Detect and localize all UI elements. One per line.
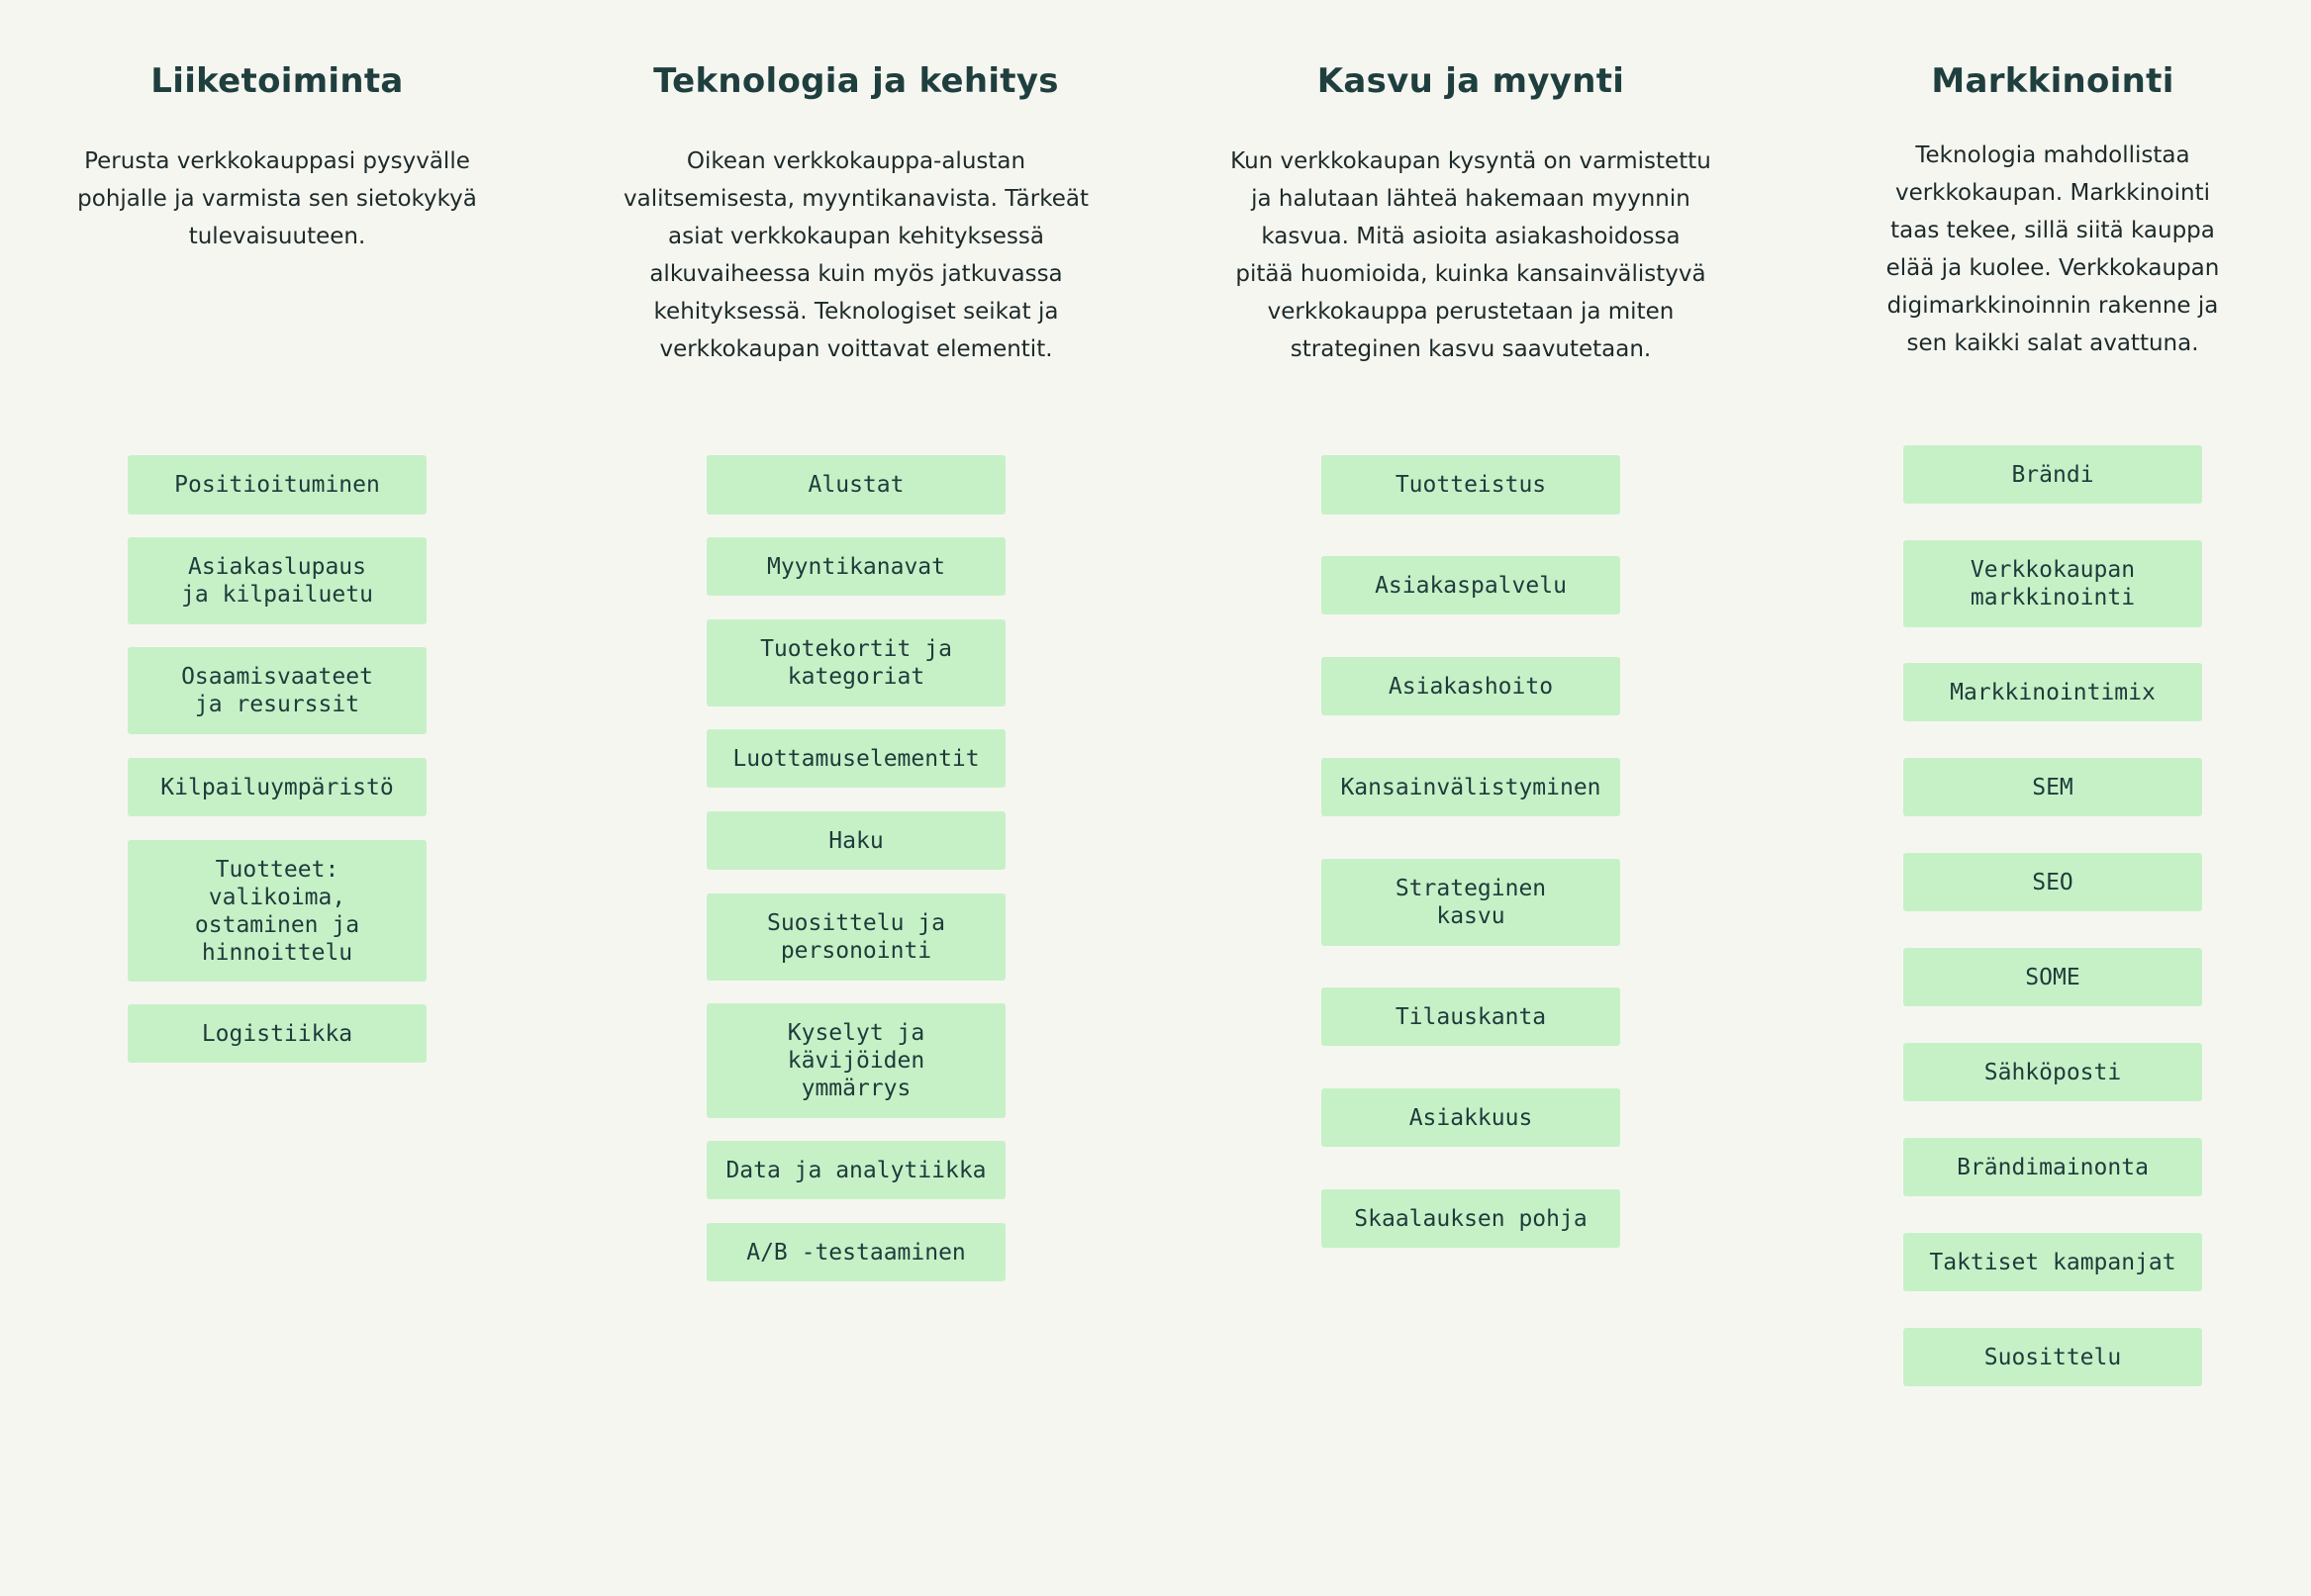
column-markkinointi xyxy=(1843,0,2263,1596)
topic-box: Data ja analytiikka xyxy=(707,1141,1006,1199)
topic-box: Taktiset kampanjat xyxy=(1903,1233,2202,1291)
topic-box: Haku xyxy=(707,811,1006,870)
column-title: Liiketoiminta xyxy=(150,61,404,101)
topic-box: SEM xyxy=(1903,758,2202,816)
topic-box: Logistiikka xyxy=(128,1004,427,1063)
topic-box: A/B -testaaminen xyxy=(707,1223,1006,1281)
column-description: Perusta verkkokauppasi pysyvälle pohjalle ja varmista sen sietokykyä tulevaisuuteen. xyxy=(77,148,477,249)
topic-box: Tuotteistus xyxy=(1321,455,1620,515)
topic-box: Kyselyt ja kävijöiden ymmärrys xyxy=(707,1003,1006,1118)
column-title: Teknologia ja kehitys xyxy=(653,61,1059,101)
topic-box: Tuotekortit ja kategoriat xyxy=(707,619,1006,706)
topic-box: Sähköposti xyxy=(1903,1043,2202,1101)
topic-box: Brändi xyxy=(1903,445,2202,504)
topic-box: SEO xyxy=(1903,853,2202,911)
topic-box: Asiakkuus xyxy=(1321,1088,1620,1147)
topic-box: Suosittelu xyxy=(1903,1328,2202,1386)
topic-box: Tilauskanta xyxy=(1321,987,1620,1046)
topic-box: SOME xyxy=(1903,948,2202,1006)
topic-box: Kansainvälistyminen xyxy=(1321,758,1620,816)
topic-box: Osaamisvaateet ja resurssit xyxy=(128,647,427,734)
topic-box: Strateginen kasvu xyxy=(1321,859,1620,946)
topic-box: Brändimainonta xyxy=(1903,1138,2202,1196)
topic-box: Alustat xyxy=(707,455,1006,515)
topic-box: Skaalauksen pohja xyxy=(1321,1189,1620,1248)
topic-box: Asiakaslupaus ja kilpailuetu xyxy=(128,537,427,624)
column-description: Teknologia mahdollistaa verkkokaupan. Markkinointi taas tekee, sillä siitä kauppa elää ja kuolee. Verkkokaupan digimarkkinoinnin rakenne ja sen kaikki salat avattuna. xyxy=(1885,142,2220,356)
column-title: Markkinointi xyxy=(1931,61,2174,101)
topic-box: Markkinointimix xyxy=(1903,663,2202,721)
column-title: Kasvu ja myynti xyxy=(1316,61,1625,101)
column-liiketoiminta xyxy=(49,0,505,1596)
column-teknologia xyxy=(609,0,1104,1596)
column-description: Kun verkkokaupan kysyntä on varmistettu ja halutaan lähteä hakemaan myynnin kasvua. Mitä asioita asiakashoidossa pitää huomioida, kuinka kansainvälistyvä verkkokauppa perustetaan ja miten strateginen kasvu saavutetaan. xyxy=(1230,148,1711,362)
topic-box: Positioituminen xyxy=(128,455,427,515)
topic-box: Tuotteet: valikoima, ostaminen ja hinnoittelu xyxy=(128,840,427,982)
topic-box: Suosittelu ja personointi xyxy=(707,893,1006,981)
topic-box: Luottamuselementit xyxy=(707,729,1006,788)
topic-box: Asiakashoito xyxy=(1321,657,1620,715)
topic-box: Verkkokaupan markkinointi xyxy=(1903,540,2202,627)
topic-box: Myyntikanavat xyxy=(707,537,1006,596)
topic-box: Asiakaspalvelu xyxy=(1321,556,1620,614)
column-description: Oikean verkkokauppa-alustan valitsemisesta, myyntikanavista. Tärkeät asiat verkkokaupan kehityksessä alkuvaiheessa kuin myös jatkuvassa kehityksessä. Teknologiset seikat ja verkkokaupan voittavat elementit. xyxy=(624,148,1089,362)
column-kasvu xyxy=(1213,0,1728,1596)
topic-box: Kilpailuympäristö xyxy=(128,758,427,816)
